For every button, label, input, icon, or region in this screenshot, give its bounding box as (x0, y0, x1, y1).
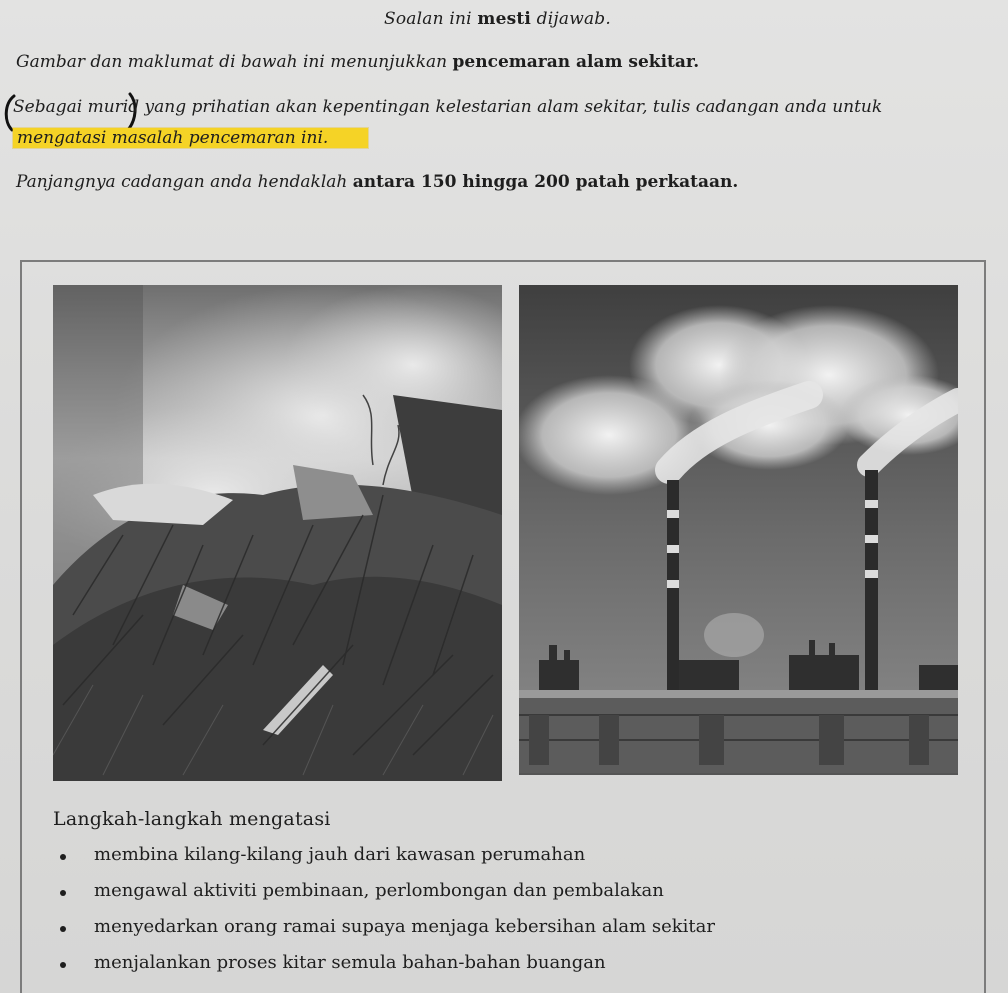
steps-list (60, 840, 715, 984)
prompt-line-1 (16, 52, 699, 72)
list-item (60, 948, 715, 984)
prompt-line-2: Sebagai murid yang prihatian akan kepentingan kelestarian alam sekitar, tulis cadangan anda untuk (13, 97, 883, 117)
open-burning-photo (53, 285, 502, 781)
bullet-icon (60, 926, 66, 932)
header-suffix: dijawab. (531, 9, 611, 29)
question-header (384, 9, 611, 29)
list-item (60, 840, 715, 876)
header-prefix: Soalan ini (384, 9, 478, 29)
list-item-text: menyedarkan orang ramai supaya menjaga kebersihan alam sekitar (94, 916, 715, 937)
factory-chimney-photo (519, 285, 958, 775)
bullet-icon (60, 890, 66, 896)
bullet-icon (60, 962, 66, 968)
prompt-line-1-text: Gambar dan maklumat di bawah ini menunjukkan (16, 52, 453, 72)
steps-title: Langkah-langkah mengatasi (53, 808, 331, 830)
list-item (60, 876, 715, 912)
bullet-icon (60, 854, 66, 860)
prompt-line-4 (16, 172, 738, 192)
prompt-line-4-bold: antara 150 hingga 200 patah perkataan. (352, 172, 739, 192)
header-bold: mesti (477, 9, 532, 29)
list-item (60, 912, 715, 948)
list-item-text: mengawal aktiviti pembinaan, perlombongan dan pembalakan (94, 880, 664, 901)
prompt-line-1-bold: pencemaran alam sekitar. (452, 52, 700, 72)
list-item-text: menjalankan proses kitar semula bahan-bahan buangan (94, 952, 606, 973)
prompt-line-3-highlighted: mengatasi masalah pencemaran ini. (13, 128, 368, 148)
prompt-line-4-text: Panjangnya cadangan anda hendaklah (16, 172, 353, 192)
list-item-text: membina kilang-kilang jauh dari kawasan perumahan (94, 844, 586, 865)
